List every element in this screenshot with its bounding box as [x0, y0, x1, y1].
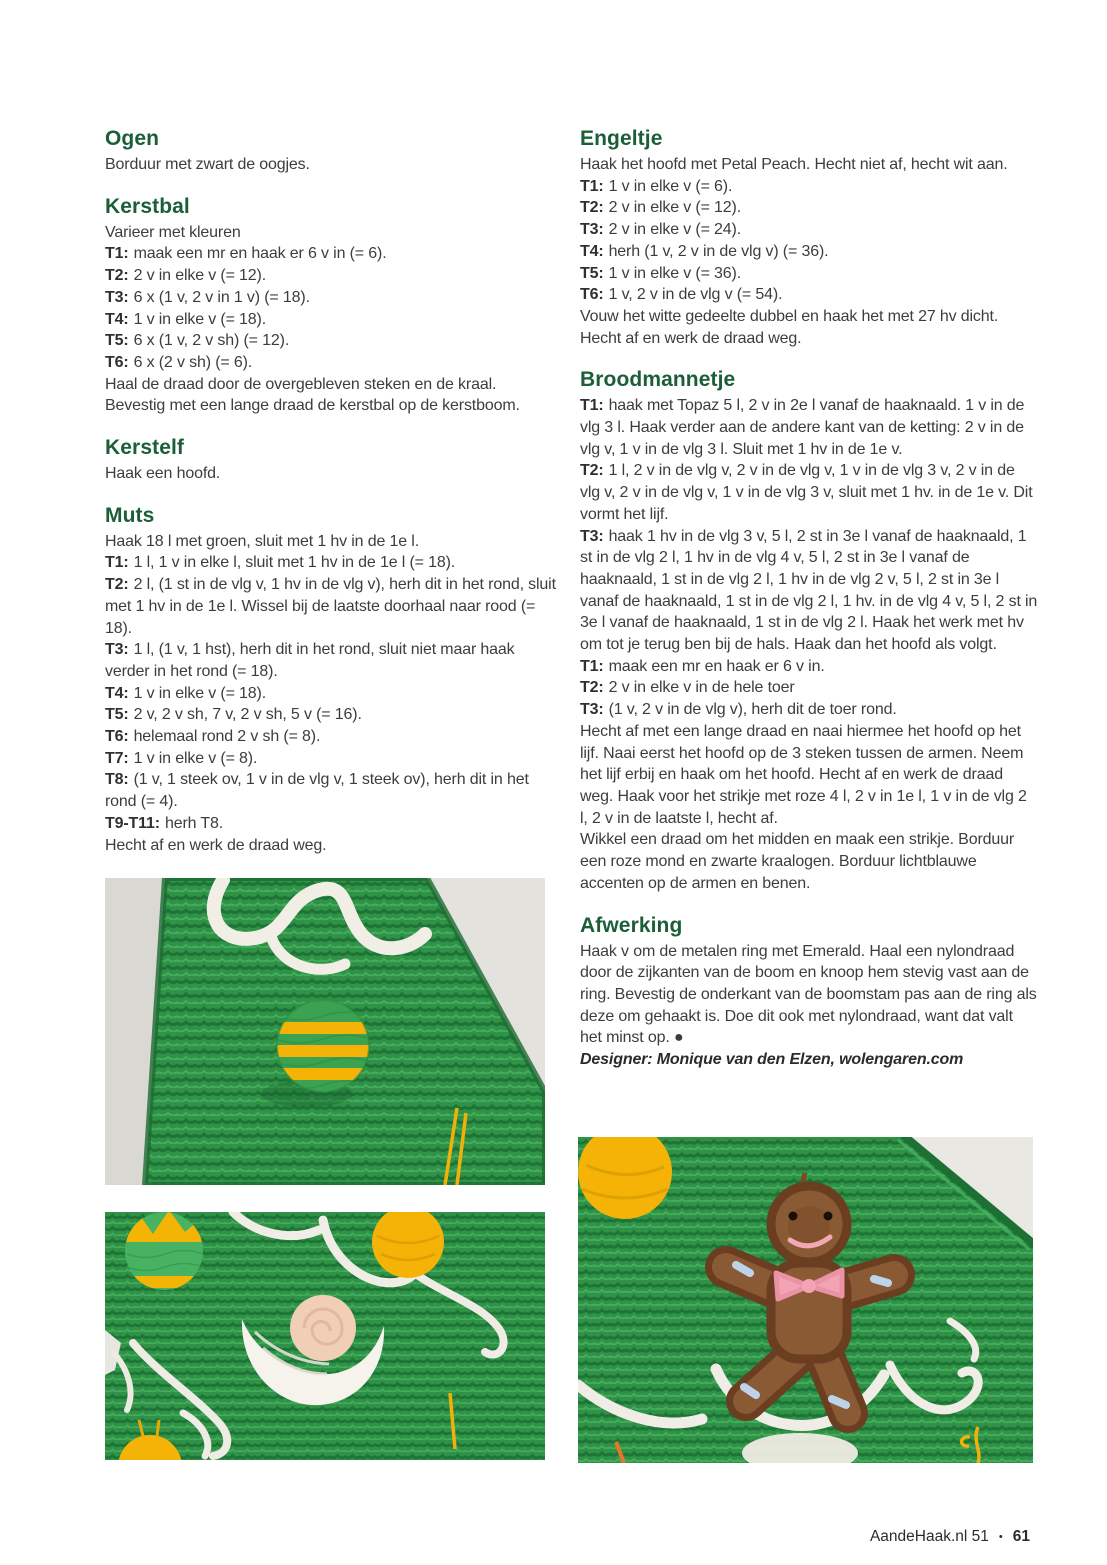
body-paragraph — [580, 263, 1038, 285]
paragraph-text: Vouw het witte gedeelte dubbel en haak het met 27 hv dicht. Hecht af en werk de draad weg. — [580, 307, 999, 347]
paragraph-text: Wikkel een draad om het midden en maak een strikje. Borduur een roze mond en zwarte kraalogen. Borduur lichtblauwe accenten op de armen en benen. — [580, 831, 1015, 892]
footer-brand: AandeHaak.nl 51 — [869, 1528, 989, 1545]
photo-tree-top-with-bauble — [105, 878, 545, 1185]
paragraph-text: Haak v om de metalen ring met Emerald. Haal een nylondraad door de zijkanten van de boom en knoop hem stevig vast aan de ring. Bevestig de onderkant van de boomstam pas aan de ring als deze om gehaakt is. Doe dit ook met nylondraad, want dat valt het minst op. ● — [580, 942, 1037, 1047]
turn-label: T8: — [105, 771, 129, 789]
body-paragraph — [580, 154, 1038, 176]
section-title: Broodmannetje — [580, 368, 736, 392]
body-paragraph — [580, 721, 1038, 830]
paragraph-text: 2 l, (1 st in de vlg v, 1 hv in de vlg v), herh dit in het rond, sluit met 1 hv in de 1e l. Wissel bij de laatste doorhaal naar rood (= 18). — [105, 576, 556, 637]
turn-label: T5: — [580, 264, 604, 282]
section-title: Kerstbal — [105, 194, 190, 218]
body-paragraph — [580, 395, 1038, 460]
body-paragraph — [105, 309, 560, 331]
right-column — [580, 126, 1038, 1089]
gingerbread-eye — [824, 1212, 833, 1221]
body-paragraph — [580, 656, 1038, 678]
paragraph-text: 1 v in elke v (= 36). — [608, 264, 742, 282]
photo-tree-top-illustration — [105, 878, 545, 1185]
paragraph-text: 6 x (1 v, 2 v in 1 v) (= 18). — [133, 288, 310, 306]
turn-label: T1: — [105, 245, 129, 263]
turn-label: T5: — [105, 332, 129, 350]
turn-label: T4: — [105, 684, 129, 702]
body-paragraph — [105, 748, 560, 770]
body-paragraph — [105, 769, 560, 812]
turn-label: T2: — [580, 462, 604, 480]
body-paragraph — [105, 330, 560, 352]
paragraph-text: 1 v in elke v (= 18). — [133, 684, 267, 702]
turn-label: T1: — [580, 397, 604, 415]
gingerbread-eye — [789, 1212, 798, 1221]
body-paragraph — [105, 463, 560, 485]
turn-label: T3: — [580, 527, 604, 545]
turn-label: T1: — [580, 177, 604, 195]
section-muts — [105, 503, 560, 857]
paragraph-text: Hecht af en werk de draad weg. — [105, 836, 327, 854]
paragraph-text: (1 v, 2 v in de vlg v), herh dit de toer rond. — [608, 701, 897, 719]
turn-label: T1: — [105, 554, 129, 572]
turn-label: T6: — [580, 286, 604, 304]
body-paragraph — [580, 306, 1038, 349]
paragraph-text: maak een mr en haak er 6 v in (= 6). — [133, 245, 387, 263]
blue-accent — [832, 1399, 846, 1405]
paragraph-text: 2 v in elke v (= 12). — [608, 199, 742, 217]
paragraph-text: 6 x (1 v, 2 v sh) (= 12). — [133, 332, 290, 350]
paragraph-text: 1 v in elke v (= 8). — [133, 749, 258, 767]
photo-gingerbread-man — [578, 1137, 1033, 1463]
body-paragraph — [105, 574, 560, 639]
paragraph-text: Hecht af met een lange draad en naai hiermee het hoofd op het lijf. Naai eerst het hoofd op de 3 steken tussen de armen. Neem het lijf erbij en haak om het hoofd. Hecht af en werk de draad weg. Haak voor het strikje met roze 4 l, 2 v in 1e l, 1 v in de vlg 2 l, 2 v in de laatste l, hecht af. — [580, 722, 1027, 827]
left-column — [105, 126, 560, 874]
body-paragraph — [105, 374, 560, 417]
paragraph-text: 2 v in elke v (= 24). — [608, 221, 742, 239]
section-title: Afwerking — [580, 913, 683, 937]
photo-gingerbread-illustration — [578, 1137, 1033, 1463]
paragraph-text: herh (1 v, 2 v in de vlg v) (= 36). — [608, 242, 829, 260]
turn-label: T7: — [105, 749, 129, 767]
turn-label: T1: — [580, 657, 604, 675]
body-paragraph — [105, 704, 560, 726]
paragraph-text: Haal de draad door de overgebleven steken en de kraal. Bevestig met een lange draad de kerstbal op de kerstboom. — [105, 375, 520, 415]
body-paragraph — [105, 813, 560, 835]
body-paragraph — [105, 243, 560, 265]
paragraph-text: haak 1 hv in de vlg 3 v, 5 l, 2 st in 3e l vanaf de haaknaald, 1 st in de vlg 2 l, 1 hv in de vlg 4 v, 5 l, 2 st in 3e l vanaf de haaknaald, 1 st in de vlg 2 l, 1 hv in de vlg 2 v, 5 l, 2 st in 3e l vanaf de haaknaald, 1 st in de vlg 2 l, 1 hv. in de vlg 4 v, 5 l, 2 st in 3e l vanaf de haaknaald, 1 st in de vlg 2 l. Haak het werk met hv om tot je terug ben bij de hals. Haak dan het hoofd als volgt. — [580, 527, 1038, 654]
paragraph-text: Designer: Monique van den Elzen, wolengaren.com — [580, 1051, 964, 1069]
body-paragraph — [105, 531, 560, 553]
section-ogen — [105, 126, 560, 176]
paragraph-text: Borduur met zwart de oogjes. — [105, 156, 310, 173]
paragraph-text: 1 l, 2 v in de vlg v, 2 v in de vlg v, 1 v in de vlg 3 v, 2 v in de vlg v, 2 v in de vlg v, 1 v in de vlg 3 v, sluit met 1 hv. in de 1e v. Dit vormt het lijf. — [580, 462, 1033, 523]
paragraph-text: 1 v in elke v (= 6). — [608, 177, 733, 195]
page-footer — [870, 1528, 1030, 1546]
paragraph-text: 1 l, 1 v in elke l, sluit met 1 hv in de 1e l (= 18). — [133, 554, 456, 572]
footer-bullet-icon: • — [998, 1530, 1003, 1543]
body-paragraph — [105, 352, 560, 374]
turn-label: T6: — [105, 728, 129, 746]
paragraph-text: 2 v in elke v (= 12). — [133, 267, 267, 285]
body-paragraph — [105, 639, 560, 682]
paragraph-text: Haak het hoofd met Petal Peach. Hecht niet af, hecht wit aan. — [580, 156, 1008, 173]
body-paragraph — [580, 219, 1038, 241]
body-paragraph — [580, 284, 1038, 306]
section-kerstbal — [105, 194, 560, 417]
paragraph-text: Haak 18 l met groen, sluit met 1 hv in de 1e l. — [105, 532, 420, 550]
body-paragraph — [105, 287, 560, 309]
section-kerstelf — [105, 435, 560, 485]
blue-accent — [874, 1279, 888, 1283]
turn-label: T4: — [580, 242, 604, 260]
section-afwerking — [580, 913, 1038, 1071]
section-broodmannetje — [580, 367, 1038, 894]
section-title: Engeltje — [580, 127, 663, 150]
body-paragraph — [105, 222, 560, 244]
section-title: Kerstelf — [105, 436, 184, 460]
turn-label: T6: — [105, 353, 129, 371]
turn-label: T3: — [580, 221, 604, 239]
turn-label: T9-T11: — [105, 814, 160, 832]
section-title: Ogen — [105, 127, 160, 150]
turn-label: T2: — [105, 576, 129, 594]
paragraph-text: (1 v, 1 steek ov, 1 v in de vlg v, 1 steek ov), herh dit in het rond (= 4). — [105, 771, 529, 811]
paragraph-text: Haak een hoofd. — [105, 465, 221, 483]
body-paragraph — [580, 699, 1038, 721]
turn-label: T2: — [105, 267, 129, 285]
paragraph-text: 6 x (2 v sh) (= 6). — [133, 353, 253, 371]
paragraph-text: 1 v, 2 v in de vlg v (= 54). — [608, 286, 783, 304]
body-paragraph — [580, 197, 1038, 219]
turn-label: T5: — [105, 706, 129, 724]
body-paragraph — [580, 241, 1038, 263]
body-paragraph — [580, 677, 1038, 699]
turn-label: T2: — [580, 199, 604, 217]
body-paragraph — [105, 154, 560, 176]
body-paragraph — [105, 835, 560, 857]
paragraph-text: Varieer met kleuren — [105, 223, 241, 241]
body-paragraph — [105, 552, 560, 574]
paragraph-text: haak met Topaz 5 l, 2 v in 2e l vanaf de haaknaald. 1 v in de vlg 3 l. Haak verder aan de andere kant van de ketting: 2 v in de vlg v, 1 v in de vlg 3 l. Sluit met 1 hv in de 1e v. — [580, 397, 1025, 458]
section-title: Muts — [105, 503, 155, 527]
turn-label: T2: — [580, 679, 604, 697]
photo-ornaments-illustration — [105, 1212, 545, 1460]
page-number: 61 — [1012, 1528, 1030, 1545]
angel-head — [290, 1295, 356, 1361]
photo-ornaments-angel — [105, 1212, 545, 1460]
paragraph-text: 2 v, 2 v sh, 7 v, 2 v sh, 5 v (= 16). — [133, 706, 362, 724]
turn-label: T3: — [105, 288, 129, 306]
body-paragraph — [105, 726, 560, 748]
body-paragraph — [580, 829, 1038, 894]
body-paragraph — [580, 1049, 1038, 1071]
turn-label: T4: — [105, 310, 129, 328]
turn-label: T3: — [105, 641, 129, 659]
paragraph-text: 1 l, (1 v, 1 hst), herh dit in het rond, sluit niet maar haak verder in het rond (= 18). — [105, 641, 515, 680]
body-paragraph — [580, 941, 1038, 1050]
paragraph-text: maak een mr en haak er 6 v in. — [608, 657, 825, 675]
paragraph-text: 1 v in elke v (= 18). — [133, 310, 267, 328]
paragraph-text: 2 v in elke v in de hele toer — [608, 679, 795, 697]
paragraph-text: herh T8. — [164, 814, 224, 832]
body-paragraph — [580, 460, 1038, 525]
turn-label: T3: — [580, 701, 604, 719]
body-paragraph — [580, 526, 1038, 656]
paragraph-text: helemaal rond 2 v sh (= 8). — [133, 728, 321, 746]
body-paragraph — [580, 176, 1038, 198]
section-engeltje — [580, 126, 1038, 349]
body-paragraph — [105, 265, 560, 287]
body-paragraph — [105, 683, 560, 705]
